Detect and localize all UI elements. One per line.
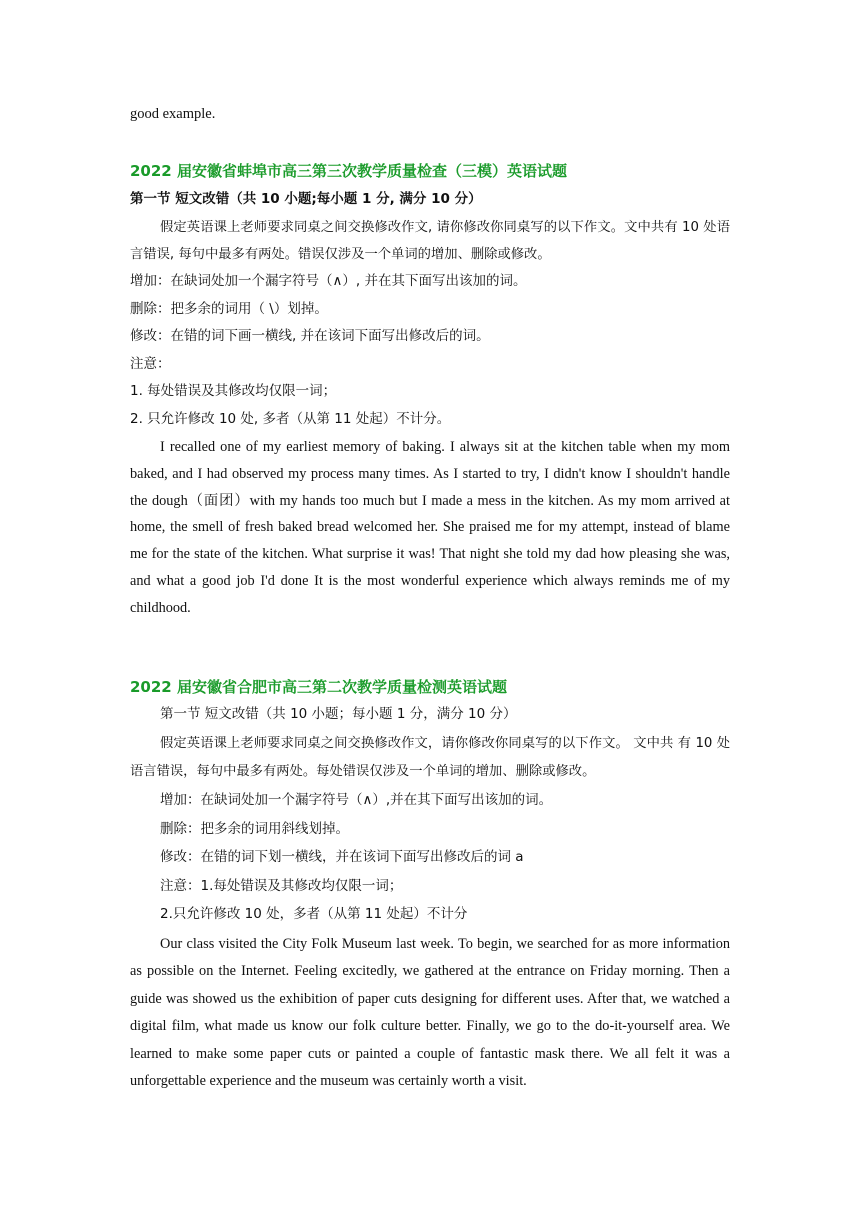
note-2: 2.只允许修改 10 处，多者（从第 11 处起）不计分 bbox=[160, 906, 468, 922]
passage-text: I recalled one of my earliest memory of baking. I always sit at the kitchen table when my mom baked, and I had observed my process many times. As I started to try, I didn't know I shouldn't handle the dough（面团）with my hands too much but I made a mess in the kitchen. As my mom arrived at home, the smell of fresh baked bread welcomed her. She praised me for my attempt, instead of blame me for the state of the kitchen. What surprise it was! That night she told my dad how pleasing she was, and what a good job I'd done It is the most wonderful experience which always reminds me of my childhood. bbox=[130, 439, 730, 616]
note-2: 2. 只允许修改 10 处, 多者（从第 11 处起）不计分。 bbox=[130, 410, 451, 427]
add-rule: 增加：在缺词处加一个漏字符号（∧）, 并在其下面写出该加的词。 bbox=[130, 273, 527, 289]
section-subtitle: 第一节 短文改错（共 10 小题；每小题 1 分，满分 10 分） bbox=[160, 706, 517, 722]
section-subtitle: 第一节 短文改错（共 10 小题;每小题 1 分, 满分 10 分） bbox=[130, 191, 482, 207]
instructions: 假定英语课上老师要求同桌之间交换修改作文, 请你修改你同桌写的以下作文。文中共有 10 处语言错误, 每句中最多有两处。错误仅涉及一个单词的增加、删除或修改。 bbox=[130, 220, 730, 262]
modify-rule: 修改：在错的词下画一横线, 并在该词下面写出修改后的词。 bbox=[130, 328, 490, 344]
add-rule: 增加：在缺词处加一个漏字符号（∧）,并在其下面写出该加的词。 bbox=[160, 792, 553, 808]
delete-rule: 删除：把多余的词用（ \）划掉。 bbox=[130, 300, 328, 317]
passage-text: Our class visited the City Folk Museum last week. To begin, we searched for as more information as possible on the Internet. Feeling excitedly, we gathered at the entrance on Friday morning. Then a guide was showed us the exhibition of paper cuts designing for different uses. After that, we watched a digital film, what made us know our folk culture better. Finally, we go to the do-it-yourself area. We learned to make some paper cuts or painted a couple of fantastic mask there. We all felt it was a unforgettable experience and the museum was certainly worth a visit. bbox=[130, 935, 730, 1089]
section-bengbu bbox=[130, 160, 730, 622]
instructions: 假定英语课上老师要求同桌之间交换修改作文，请你修改你同桌写的以下作文。 文中共 有 10 处语言错误，每句中最多有两处。每处错误仅涉及一个单词的增加、删除或修改。 bbox=[130, 736, 730, 779]
section-title: 2022 届安徽省合肥市高三第二次教学质量检测英语试题 bbox=[130, 678, 507, 696]
top-fragment: good example. bbox=[130, 106, 216, 122]
section-title: 2022 届安徽省蚌埠市高三第三次教学质量检查（三模）英语试题 bbox=[130, 162, 567, 180]
modify-rule: 修改：在错的词下划一横线，并在该词下面写出修改后的词 a bbox=[160, 849, 524, 865]
delete-rule: 删除：把多余的词用斜线划掉。 bbox=[160, 820, 349, 837]
note-1: 1. 每处错误及其修改均仅限一词； bbox=[130, 383, 337, 399]
note-1: 注意：1.每处错误及其修改均仅限一词； bbox=[160, 877, 403, 894]
section-hefei bbox=[130, 676, 730, 1096]
note-label: 注意： bbox=[130, 355, 171, 372]
